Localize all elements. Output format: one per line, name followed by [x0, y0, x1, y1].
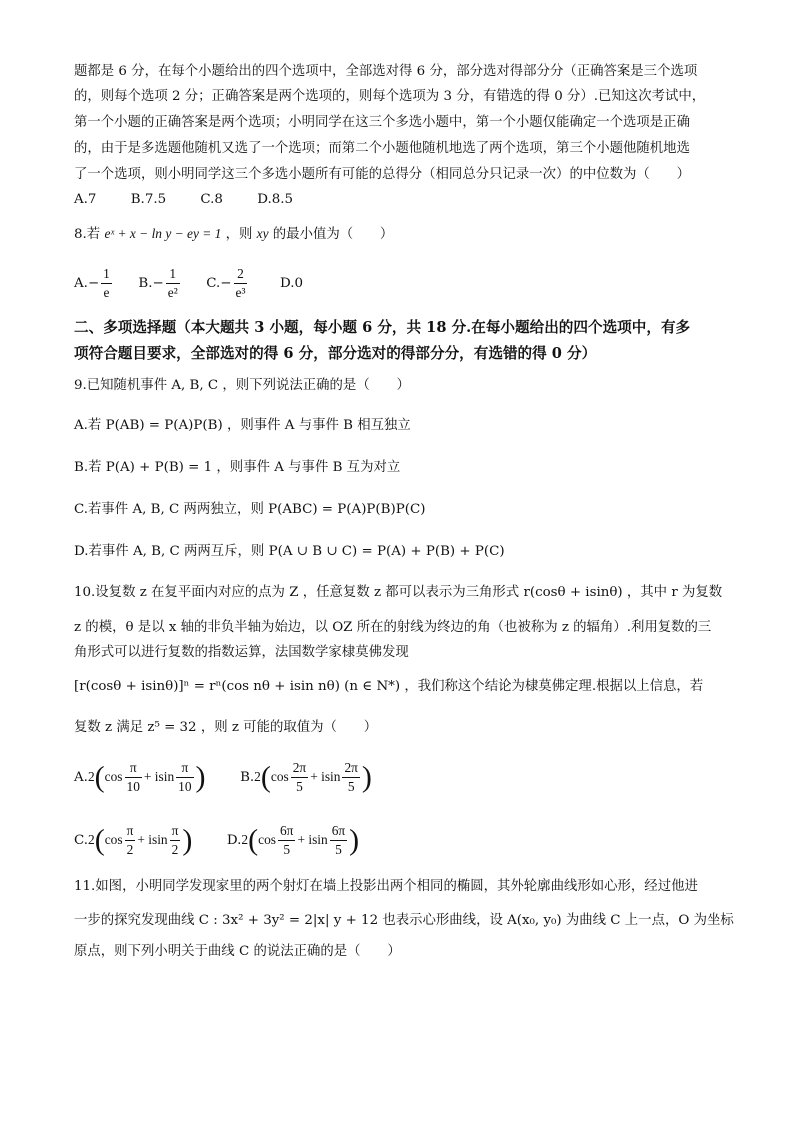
q7-line-1: 题都是 6 分，在每个小题给出的四个选项中，全部选对得 6 分，部分选对得部分分（正确答案是三个选项: [74, 64, 698, 79]
q7-option-b: B.7.5: [130, 192, 167, 207]
q10-options-row-2: [74, 820, 359, 861]
q8-stem: [74, 224, 393, 245]
q8-prefix: 8.若: [74, 227, 101, 242]
q8-options: [74, 264, 303, 304]
q8-expr: xy: [256, 226, 269, 241]
q8-option-b: B.− $\frac{1}{\text{e²}}$: [138, 266, 178, 300]
q8-suffix: 的最小值为（ ）: [272, 227, 394, 242]
q10-option-a: A.2(cos $\frac{\pi}{10}$ + isin $\frac{\pi}{10}$ ): [74, 760, 206, 794]
q10-line-5: 复数 z 满足 z⁵ = 32 ，则 z 可能的取值为（ ）: [74, 720, 378, 735]
q9-option-b: B.若 P(A) + P(B) = 1 ，则事件 A 与事件 B 互为对立: [74, 460, 401, 475]
q7-option-c: C.8: [200, 192, 223, 207]
q10-option-b: B.2(cos $\frac{2\pi}{5}$ + isin $\frac{2\pi}{5}$ ): [240, 760, 372, 794]
q8-option-d: D.0: [280, 276, 304, 291]
q7-line-3: 第一个小题的正确答案是两个选项；小明同学在这三个多选小题中，第一个小题仅能确定一个选项是正确: [74, 115, 690, 130]
q10-option-c: C.2(cos $\frac{\pi}{2}$ + isin $\frac{\pi}{2}$ ): [74, 823, 193, 857]
section-2-heading-line-2: 项符合题目要求，全部选对的得 6 分，部分选对的得部分分，有选错的得 0 分）: [74, 345, 597, 362]
q9-option-a: A.若 P(AB) = P(A)P(B) ，则事件 A 与事件 B 相互独立: [74, 418, 411, 433]
q8-middle: ，则: [225, 227, 253, 242]
q8-option-c: C.− $\frac{2}{\text{e³}}$: [206, 266, 246, 300]
q10-line-1: 10.设复数 z 在复平面内对应的点为 Z ，任意复数 z 都可以表示为三角形式 r(cosθ + isinθ) ，其中 r 为复数: [74, 585, 723, 600]
q7-line-5: 了一个选项，则小明同学这三个多选小题所有可能的总得分（相同总分只记录一次）的中位数为（ ）: [74, 167, 690, 182]
q10-line-4: [r(cosθ + isinθ)]ⁿ = rⁿ(cos nθ + isin nθ) (n ∈ N*) ，我们称这个结论为棣莫佛定理.根据以上信息，若: [74, 679, 704, 694]
q7-option-d: D.8.5: [257, 192, 294, 207]
q9-option-c: C.若事件 A, B, C 两两独立，则 P(ABC) = P(A)P(B)P(C): [74, 502, 426, 517]
q11-line-2: 一步的探究发现曲线 C : 3x² + 3y² = 2|x| y + 12 也表示心形曲线，设 A(x₀, y₀) 为曲线 C 上一点，O 为坐标: [74, 913, 734, 928]
q10-option-d: D.2(cos $\frac{6\pi}{5}$ + isin $\frac{6\pi}{5}$ ): [226, 823, 360, 857]
q7-option-a: A.7: [74, 192, 97, 207]
q10-options-row-1: [74, 757, 372, 798]
q8-option-a: A.− $\frac{1}{e}$: [74, 266, 110, 300]
q8-equation: eˣ + x − ln y − ey = 1: [104, 226, 222, 241]
q9-option-d: D.若事件 A, B, C 两两互斥，则 P(A ∪ B ∪ C) = P(A) + P(B) + P(C): [74, 544, 505, 559]
q9-stem: 9.已知随机事件 A, B, C ，则下列说法正确的是（ ）: [74, 378, 410, 393]
q7-line-2: 的，则每个选项 2 分；正确答案是两个选项的，则每个选项为 3 分，有错选的得 0 分）.已知这次考试中，: [74, 89, 706, 104]
q7-line-4: 的，由于是多选题他随机又选了一个选项；而第二个小题他随机地选了两个选项，第三个小题他随机地选: [74, 141, 690, 156]
q11-line-3: 原点，则下列小明关于曲线 C 的说法正确的是（ ）: [74, 944, 401, 959]
q10-line-3: 角形式可以进行复数的指数运算，法国数学家棣莫佛发现: [74, 645, 409, 660]
q11-line-1: 11.如图，小明同学发现家里的两个射灯在墙上投影出两个相同的椭圆，其外轮廓曲线形如心形，经过他进: [74, 879, 698, 894]
q10-line-2: z 的模，θ 是以 x 轴的非负半轴为始边，以 OZ 所在的射线为终边的角（也被称为 z 的辐角）.利用复数的三: [74, 620, 712, 635]
section-2-heading-line-1: 二、多项选择题（本大题共 3 小题，每小题 6 分，共 18 分.在每小题给出的四个选项中，有多: [74, 319, 691, 336]
q7-options: [74, 190, 323, 210]
